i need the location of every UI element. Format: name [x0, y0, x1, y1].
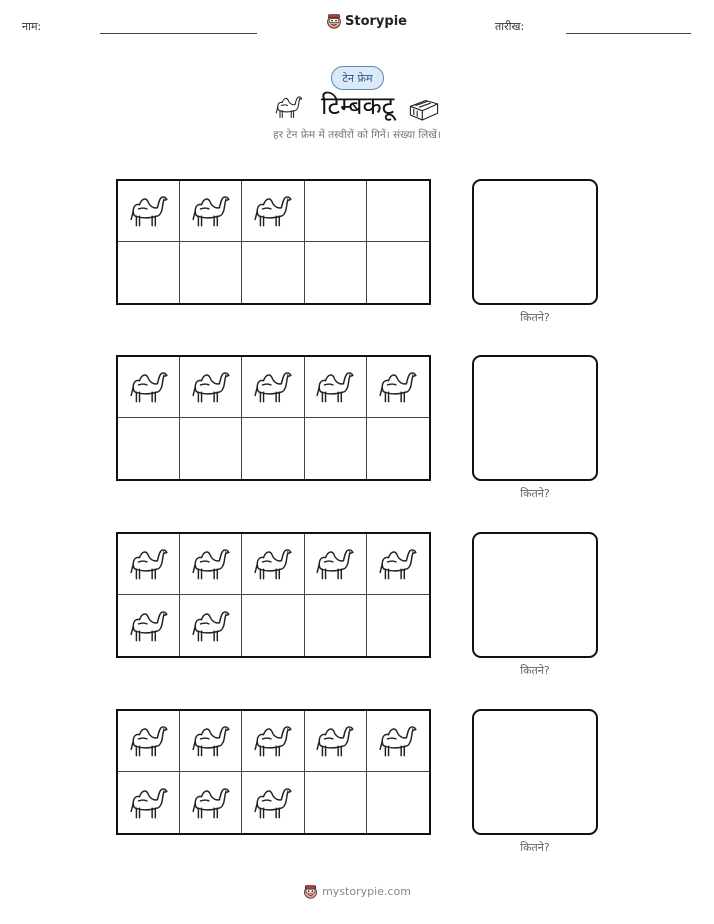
frame-cell [367, 418, 429, 479]
frame-cell [305, 772, 367, 833]
camel-icon [128, 720, 170, 762]
frame-cell [367, 595, 429, 656]
camel-icon [252, 782, 294, 824]
frame-cell [242, 534, 304, 595]
camel-icon [190, 605, 232, 647]
frame-cell [242, 418, 304, 479]
camel-icon [190, 543, 232, 585]
instruction-text: हर टेन फ्रेम में तस्वीरों को गिनें। संख्या लिखें। [273, 129, 441, 141]
camel-icon [314, 366, 356, 408]
camel-icon [314, 543, 356, 585]
frame-cell [242, 772, 304, 833]
frame-cell [118, 181, 180, 242]
frame-cell [242, 711, 304, 772]
footer-url: mystorypie.com [322, 885, 411, 898]
salt-block-icon [407, 96, 441, 122]
frame-cell [367, 181, 429, 242]
camel-icon [128, 190, 170, 232]
answer-label: कितने? [520, 487, 550, 500]
name-line[interactable] [100, 33, 257, 34]
frame-cell [118, 772, 180, 833]
frame-cell [367, 357, 429, 418]
camel-icon [128, 782, 170, 824]
camel-icon [252, 366, 294, 408]
date-label: तारीख: [495, 20, 525, 33]
frame-cell [305, 711, 367, 772]
camel-icon [128, 366, 170, 408]
camel-icon [252, 543, 294, 585]
frame-cell [242, 242, 304, 303]
brand-name: Storypie [345, 13, 407, 29]
answer-label: कितने? [520, 841, 550, 854]
mascot-icon [326, 13, 342, 29]
frame-cell [118, 711, 180, 772]
frame-cell [118, 534, 180, 595]
frame-cell [118, 242, 180, 303]
camel-icon [377, 543, 419, 585]
camel-icon [314, 720, 356, 762]
frame-cell [180, 357, 242, 418]
frame-cell [180, 595, 242, 656]
frame-cell [305, 242, 367, 303]
frame-cell [367, 242, 429, 303]
ten-frame [116, 532, 431, 658]
frame-cell [305, 595, 367, 656]
ten-frame [116, 179, 431, 305]
answer-box[interactable] [472, 179, 598, 305]
camel-icon [190, 366, 232, 408]
frame-cell [305, 534, 367, 595]
camel-icon [377, 366, 419, 408]
frame-cell [367, 711, 429, 772]
frame-cell [242, 595, 304, 656]
frame-cell [118, 357, 180, 418]
frame-cell [367, 534, 429, 595]
date-line[interactable] [566, 33, 691, 34]
camel-icon [128, 605, 170, 647]
camel-icon [190, 782, 232, 824]
ten-frame [116, 709, 431, 835]
name-label: नाम: [22, 20, 42, 33]
frame-cell [305, 418, 367, 479]
frame-cell [118, 595, 180, 656]
frame-cell [367, 772, 429, 833]
camel-icon [190, 190, 232, 232]
frame-cell [305, 357, 367, 418]
camel-icon [252, 190, 294, 232]
frame-cell [180, 711, 242, 772]
footer [0, 884, 714, 899]
answer-box[interactable] [472, 355, 598, 481]
frame-cell [180, 418, 242, 479]
frame-cell [242, 181, 304, 242]
frame-cell [118, 418, 180, 479]
frame-cell [180, 242, 242, 303]
page-title: टिम्बकटू [321, 91, 395, 120]
brand-logo [326, 13, 407, 29]
topic-tag: टेन फ्रेम [331, 66, 384, 90]
answer-box[interactable] [472, 709, 598, 835]
camel-icon [252, 720, 294, 762]
frame-cell [180, 181, 242, 242]
answer-label: कितने? [520, 664, 550, 677]
answer-label: कितने? [520, 311, 550, 324]
frame-cell [305, 181, 367, 242]
frame-cell [180, 534, 242, 595]
camel-icon [377, 720, 419, 762]
camel-icon [273, 92, 305, 122]
camel-icon [190, 720, 232, 762]
answer-box[interactable] [472, 532, 598, 658]
frame-cell [242, 357, 304, 418]
mascot-icon [303, 884, 318, 899]
ten-frame [116, 355, 431, 481]
camel-icon [128, 543, 170, 585]
frame-cell [180, 772, 242, 833]
